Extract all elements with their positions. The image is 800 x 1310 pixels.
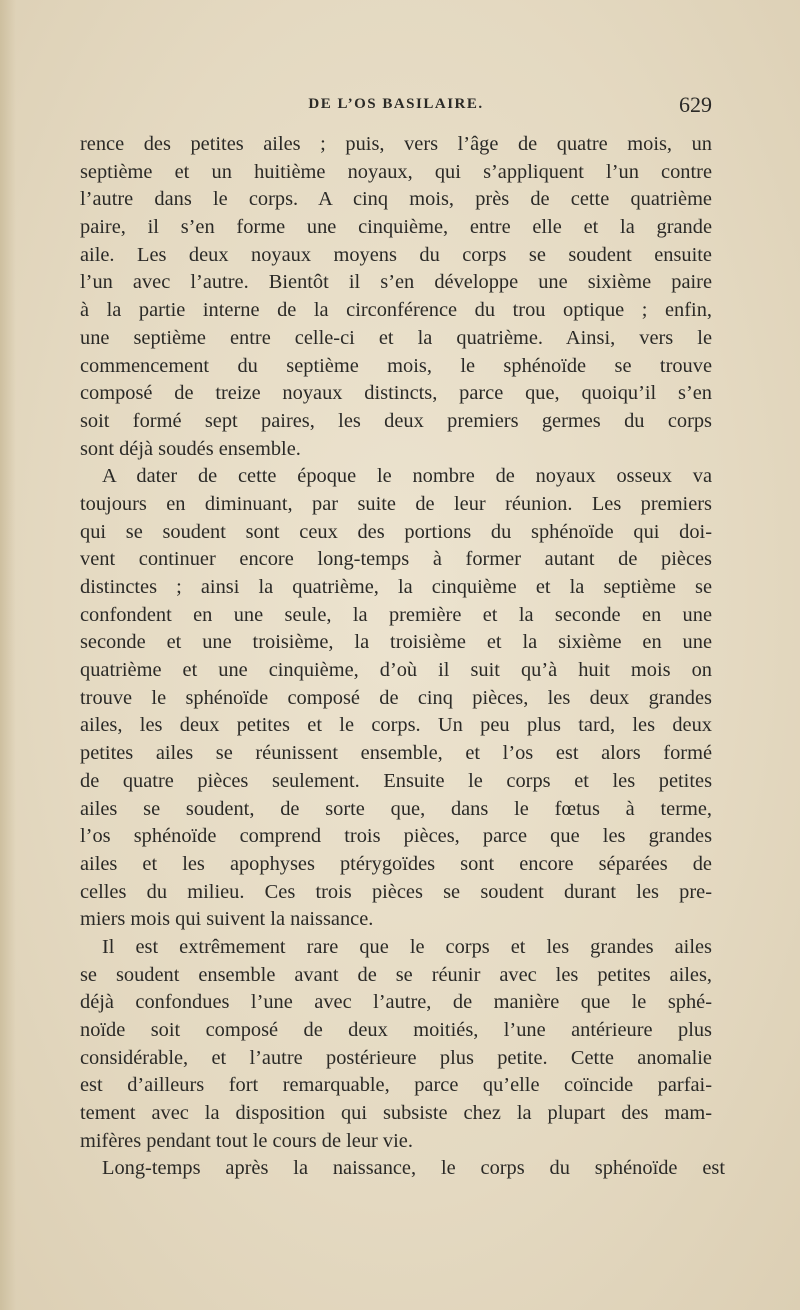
paragraph-1 (80, 131, 712, 463)
text-line: toujours en diminuant, par suite de leur réunion. Les premiers (80, 492, 712, 515)
text-line: septième et un huitième noyaux, qui s’appliquent l’un contre (80, 160, 712, 183)
text-line: considérable, et l’autre postérieure plus petite. Cette anomalie (80, 1046, 712, 1069)
text-line: Long-temps après la naissance, le corps du sphénoïde est (102, 1157, 725, 1180)
text-line: qui se soudent sont ceux des portions du sphénoïde qui doi- (80, 520, 712, 543)
paragraph-2 (80, 463, 712, 934)
text-line: ailes, les deux petites et le corps. Un peu plus tard, les deux (80, 714, 712, 737)
text-line: confondent en une seule, la première et la seconde en une (80, 603, 712, 626)
text-line: A dater de cette époque le nombre de noyaux osseux va (102, 465, 712, 488)
text-line: vent continuer encore long-temps à former autant de pièces (80, 548, 712, 571)
text-line: distinctes ; ainsi la quatrième, la cinquième et la septième se (80, 576, 712, 598)
text-line: ailes se soudent, de sorte que, dans le fœtus à terme, (80, 797, 712, 820)
text-line: seconde et une troisième, la troisième et la sixième en une (80, 631, 712, 654)
text-line: sont déjà soudés ensemble. (80, 437, 301, 460)
paragraph-3 (80, 934, 712, 1156)
text-line: miers mois qui suivent la naissance. (80, 908, 374, 931)
running-title: DE L’OS BASILAIRE. (308, 96, 484, 112)
text-line: commencement du septième mois, le sphénoïde se trouve (80, 354, 712, 377)
text-line: tement avec la disposition qui subsiste chez la plupart des mam- (80, 1102, 712, 1125)
running-head (80, 92, 712, 122)
text-line: mifères pendant tout le cours de leur vie. (80, 1129, 413, 1152)
text-line: est d’ailleurs fort remarquable, parce qu’elle coïncide parfai- (80, 1074, 712, 1097)
text-line: à la partie interne de la circonférence du trou optique ; enfin, (80, 299, 712, 322)
text-line: de quatre pièces seulement. Ensuite le corps et les petites (80, 769, 712, 792)
text-line: l’os sphénoïde comprend trois pièces, parce que les grandes (80, 825, 712, 848)
text-line: celles du milieu. Ces trois pièces se soudent durant les pre- (80, 880, 712, 903)
text-line: ailes et les apophyses ptérygoïdes sont encore séparées de (80, 852, 712, 875)
paragraph-4 (80, 1155, 725, 1183)
page-gutter-shadow (0, 0, 16, 1310)
text-line: composé de treize noyaux distincts, parce que, quoiqu’il s’en (80, 382, 712, 405)
text-line: paire, il s’en forme une cinquième, entre elle et la grande (80, 216, 712, 239)
text-line: déjà confondues l’une avec l’autre, de manière que le sphé- (80, 991, 712, 1014)
text-line: se soudent ensemble avant de se réunir avec les petites ailes, (80, 963, 712, 986)
text-line: l’un avec l’autre. Bientôt il s’en développe une sixième paire (80, 271, 712, 294)
text-line: petites ailes se réunissent ensemble, et l’os est alors formé (80, 742, 712, 765)
text-line: une septième entre celle-ci et la quatrième. Ainsi, vers le (80, 326, 712, 349)
text-line: rence des petites ailes ; puis, vers l’âge de quatre mois, un (80, 133, 712, 155)
text-line: trouve le sphénoïde composé de cinq pièces, les deux grandes (80, 686, 712, 709)
text-line: aile. Les deux noyaux moyens du corps se soudent ensuite (80, 243, 712, 266)
text-line: quatrième et une cinquième, d’où il suit qu’à huit mois on (80, 659, 712, 682)
text-line: noïde soit composé de deux moitiés, l’une antérieure plus (80, 1019, 712, 1041)
text-line: Il est extrêmement rare que le corps et les grandes ailes (102, 935, 712, 958)
page-number: 629 (679, 92, 712, 117)
text-line: l’autre dans le corps. A cinq mois, près de cette quatrième (80, 188, 712, 211)
body-text (80, 131, 725, 1183)
text-line: soit formé sept paires, les deux premiers germes du corps (80, 409, 712, 432)
